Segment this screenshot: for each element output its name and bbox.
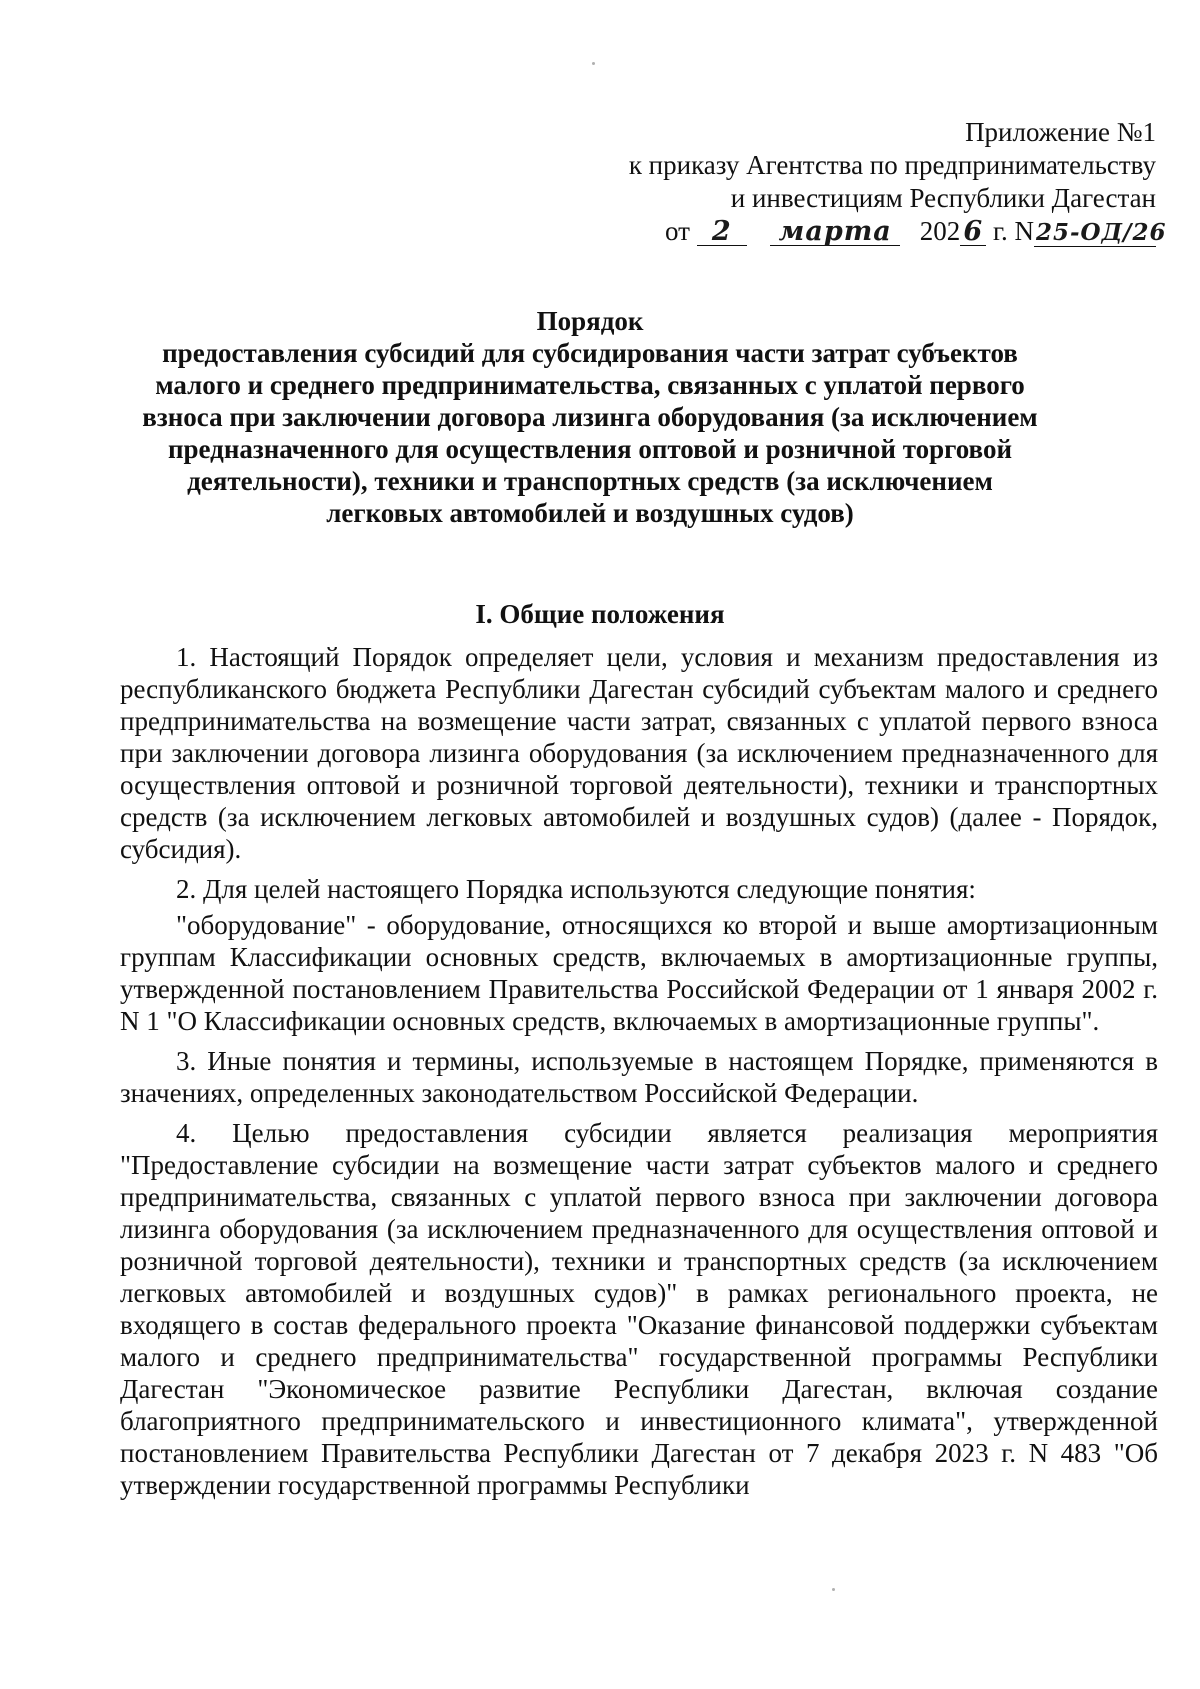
- paragraph-1: 1. Настоящий Порядок определяет цели, условия и механизм предоставления из республиканского бюджета Республики Дагестан субсидий субъектам малого и среднего предпринимательства на возмещение части затрат, связанных с уплатой первого взноса при заключении договора лизинга оборудования (за исключением предназначенного для осуществления оптовой и розничной торговой деятельности), техники и транспортных средств (за исключением легковых автомобилей и воздушных судов) (далее - Порядок, субсидия).: [120, 642, 1158, 864]
- scan-speck: [592, 62, 595, 65]
- document-title-block: [140, 305, 1040, 529]
- date-prefix: от: [665, 216, 690, 246]
- appendix-title: Приложение №1: [965, 117, 1156, 147]
- appendix-agency: и инвестициям Республики Дагестан: [730, 183, 1156, 213]
- paragraph-4: 4. Целью предоставления субсидии является реализация мероприятия "Предоставление субсидии на возмещение части затрат субъектов малого и среднего предпринимательства, связанных с уплатой первого взноса при заключении договора лизинга оборудования (за исключением предназначенного для осуществления оптовой и розничной торговой деятельности), техники и транспортных средств (за исключением легковых автомобилей и воздушных судов)" в рамках регионального проекта, не входящего в состав федерального проекта "Оказание финансовой поддержки субъектам малого и среднего предпринимательства" государственной программы Республики Дагестан "Экономическое развитие Республики Дагестан, включая создание благоприятного предпринимательского и инвестиционного климата", утвержденной постановлением Правительства Республики Дагестан от 7 декабря 2023 г. N 483 "Об утверждении государственной программы Республики: [120, 1118, 1158, 1500]
- paragraph-2: 2. Для целей настоящего Порядка используются следующие понятия:: [176, 874, 976, 904]
- handwritten-month: марта: [770, 219, 900, 246]
- section-heading: I. Общие положения: [475, 599, 725, 629]
- paragraph-3: 3. Иные понятия и термины, используемые в настоящем Порядке, применяются в значениях, определенных законодательством Российской Федерации.: [120, 1046, 1158, 1108]
- handwritten-order-number: 25-ОД/26: [1036, 219, 1167, 246]
- appendix-order-reference: к приказу Агентства по предпринимательству: [628, 150, 1156, 180]
- date-year-postfix: г. N: [992, 216, 1034, 246]
- document-title: Порядок: [536, 306, 644, 336]
- document-body: [120, 641, 1158, 1509]
- handwritten-day: 2: [697, 219, 747, 246]
- handwritten-year-digit: 6: [960, 219, 986, 246]
- document-subtitle: предоставления субсидий для субсидирования части затрат субъектов малого и среднего предпринимательства, связанных с уплатой первого взноса при заключении договора лизинга оборудования (за исключением предназначенного для осуществления оптовой и розничной торговой деятельности), техники и транспортных средств (за исключением легковых автомобилей и воздушных судов): [142, 338, 1038, 528]
- appendix-block: [456, 116, 1167, 248]
- scan-speck: [832, 1588, 835, 1591]
- appendix-date-line: [456, 215, 1167, 248]
- paragraph-definition: "оборудование" - оборудование, относящихся ко второй и выше амортизационным группам Классификации основных средств, включаемых в амортизационные группы, утвержденной постановлением Правительства Российской Федерации от 1 января 2002 г. N 1 "О Классификации основных средств, включаемых в амортизационные группы".: [120, 910, 1158, 1036]
- date-year-prefix: 202: [919, 216, 961, 246]
